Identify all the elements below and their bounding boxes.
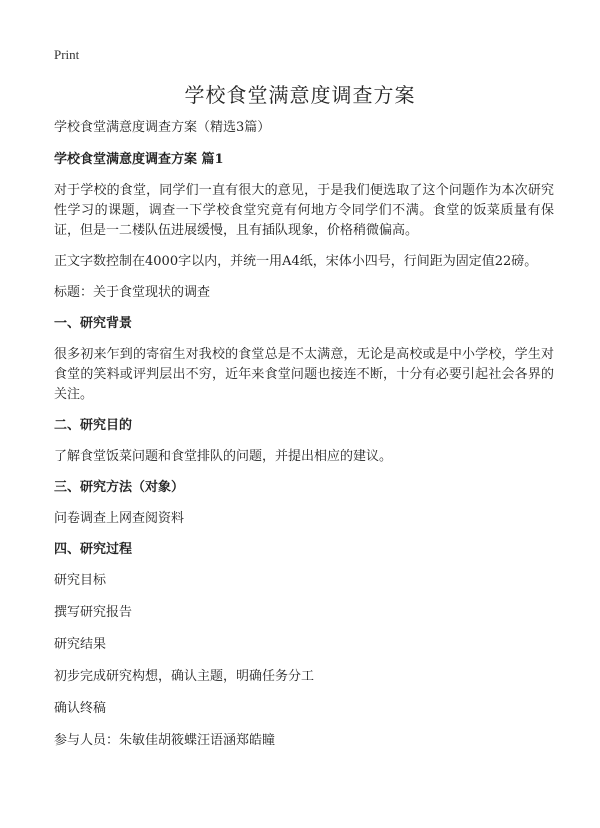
process-item-results: 研究结果	[54, 637, 107, 652]
section-heading-process: 四、研究过程	[54, 542, 133, 557]
section-heading-purpose: 二、研究目的	[54, 418, 133, 433]
page-title: 学校食堂满意度调查方案	[184, 83, 416, 107]
section-body-purpose: 了解食堂饭菜问题和食堂排队的问题，并提出相应的建议。	[54, 449, 393, 464]
process-item-goal: 研究目标	[54, 573, 107, 588]
process-item-report: 撰写研究报告	[54, 605, 133, 620]
section-body-background: 很多初来乍到的寄宿生对我校的食堂总是不太满意，无论是高校或是中小学校，学生对食堂的笑料或评判层出不穷，近年来食堂问题也接连不断，十分有必要引起社会各界的关注。	[54, 347, 554, 402]
section-heading-method: 三、研究方法（对象）	[54, 480, 185, 495]
section-heading-background: 一、研究背景	[54, 316, 133, 331]
process-item-final: 确认终稿	[54, 701, 107, 716]
topic-line: 标题：关于食堂现状的调查	[54, 285, 211, 300]
print-label[interactable]: Print	[54, 47, 80, 62]
section-body-method: 问卷调查上网查阅资料	[54, 511, 185, 526]
document-subtitle: 学校食堂满意度调查方案（精选3篇）	[54, 120, 271, 135]
intro-paragraph: 对于学校的食堂，同学们一直有很大的意见，于是我们便选取了这个问题作为本次研究性学习的课题，调查一下学校食堂究竟有何地方令同学们不满。食堂的饭菜质量有保证，但是一二楼队伍进展缓慢，且有插队现象，价格稍微偏高。	[54, 183, 554, 238]
format-note-paragraph: 正文字数控制在4000字以内，并统一用A4纸，宋体小四号，行间距为固定值22磅。	[54, 254, 538, 269]
section-title: 学校食堂满意度调查方案 篇1	[54, 152, 224, 167]
process-item-plan: 初步完成研究构想，确认主题，明确任务分工	[54, 669, 315, 684]
document-body	[54, 118, 554, 763]
process-item-members: 参与人员：朱敏佳胡筱蝶汪语涵郑皓瞳	[54, 733, 276, 748]
